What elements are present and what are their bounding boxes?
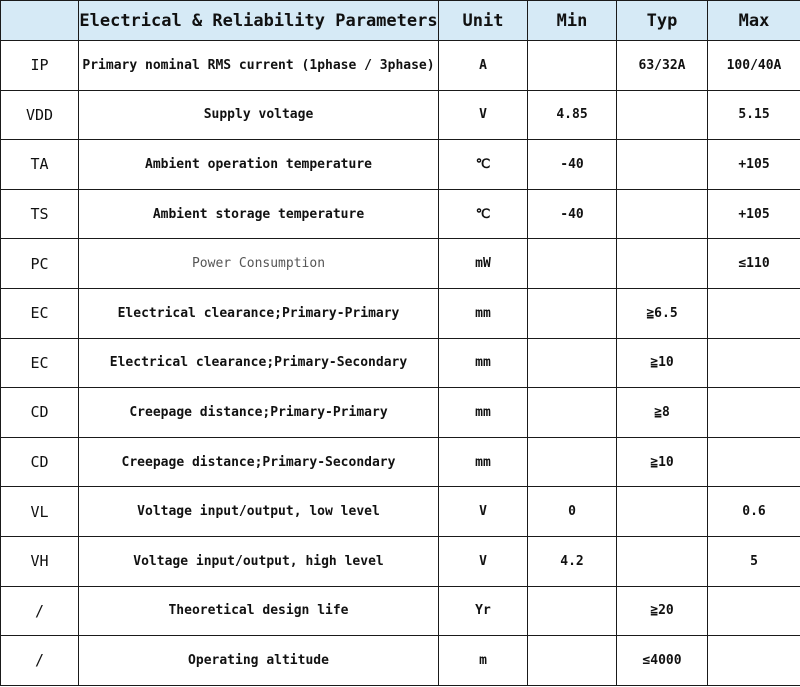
min-cell: 4.85 <box>528 90 617 140</box>
parameter-cell: Electrical clearance;Primary-Secondary <box>79 338 439 388</box>
typ-cell: 63/32A <box>617 41 708 91</box>
parameter-cell: Ambient operation temperature <box>79 140 439 190</box>
unit-cell: V <box>439 487 528 537</box>
typ-cell <box>617 189 708 239</box>
unit-cell: V <box>439 90 528 140</box>
unit-cell: mm <box>439 288 528 338</box>
symbol-cell: EC <box>1 288 79 338</box>
min-cell <box>528 636 617 686</box>
table-row <box>1 288 800 338</box>
table-row <box>1 90 800 140</box>
min-cell: 4.2 <box>528 536 617 586</box>
max-cell <box>708 636 800 686</box>
symbol-cell: TA <box>1 140 79 190</box>
symbol-cell: VH <box>1 536 79 586</box>
unit-cell: mm <box>439 437 528 487</box>
typ-cell <box>617 140 708 190</box>
parameter-cell: Voltage input/output, high level <box>79 536 439 586</box>
min-cell <box>528 586 617 636</box>
min-cell: -40 <box>528 189 617 239</box>
unit-cell: ℃ <box>439 140 528 190</box>
max-cell: 0.6 <box>708 487 800 537</box>
unit-cell: mm <box>439 338 528 388</box>
header-row <box>1 1 800 41</box>
min-cell: 0 <box>528 487 617 537</box>
max-cell: 5 <box>708 536 800 586</box>
min-cell <box>528 239 617 289</box>
table-row <box>1 41 800 91</box>
typ-cell: ≧20 <box>617 586 708 636</box>
symbol-cell: PC <box>1 239 79 289</box>
table-row <box>1 437 800 487</box>
typ-cell <box>617 536 708 586</box>
table-row <box>1 536 800 586</box>
header-min: Min <box>528 1 617 41</box>
table-row <box>1 586 800 636</box>
table-row <box>1 140 800 190</box>
symbol-cell: VDD <box>1 90 79 140</box>
parameter-cell: Creepage distance;Primary-Primary <box>79 388 439 438</box>
typ-cell: ≧6.5 <box>617 288 708 338</box>
parameter-cell: Power Consumption <box>79 239 439 289</box>
header-parameters: Electrical & Reliability Parameters <box>79 1 439 41</box>
table-row <box>1 388 800 438</box>
symbol-cell: CD <box>1 437 79 487</box>
symbol-cell: VL <box>1 487 79 537</box>
max-cell <box>708 388 800 438</box>
parameter-cell: Supply voltage <box>79 90 439 140</box>
max-cell: 5.15 <box>708 90 800 140</box>
unit-cell: V <box>439 536 528 586</box>
symbol-cell: IP <box>1 41 79 91</box>
unit-cell: A <box>439 41 528 91</box>
unit-cell: mm <box>439 388 528 438</box>
min-cell <box>528 288 617 338</box>
header-max: Max <box>708 1 800 41</box>
table-row <box>1 338 800 388</box>
max-cell <box>708 437 800 487</box>
typ-cell: ≤4000 <box>617 636 708 686</box>
max-cell: +105 <box>708 189 800 239</box>
header-symbol <box>1 1 79 41</box>
max-cell: ≤110 <box>708 239 800 289</box>
typ-cell <box>617 487 708 537</box>
typ-cell: ≧8 <box>617 388 708 438</box>
min-cell <box>528 388 617 438</box>
min-cell <box>528 338 617 388</box>
unit-cell: Yr <box>439 586 528 636</box>
max-cell: 100/40A <box>708 41 800 91</box>
table-row <box>1 487 800 537</box>
typ-cell <box>617 90 708 140</box>
typ-cell: ≧10 <box>617 437 708 487</box>
parameter-cell: Primary nominal RMS current (1phase / 3phase) <box>79 41 439 91</box>
max-cell: +105 <box>708 140 800 190</box>
table-header <box>1 1 800 41</box>
header-typ: Typ <box>617 1 708 41</box>
symbol-cell: TS <box>1 189 79 239</box>
parameter-cell: Voltage input/output, low level <box>79 487 439 537</box>
symbol-cell: / <box>1 636 79 686</box>
max-cell <box>708 288 800 338</box>
symbol-cell: / <box>1 586 79 636</box>
parameter-cell: Creepage distance;Primary-Secondary <box>79 437 439 487</box>
table-row <box>1 189 800 239</box>
symbol-cell: CD <box>1 388 79 438</box>
unit-cell: ℃ <box>439 189 528 239</box>
unit-cell: m <box>439 636 528 686</box>
table-row <box>1 636 800 686</box>
max-cell <box>708 338 800 388</box>
min-cell: -40 <box>528 140 617 190</box>
parameter-cell: Ambient storage temperature <box>79 189 439 239</box>
parameter-cell: Electrical clearance;Primary-Primary <box>79 288 439 338</box>
header-unit: Unit <box>439 1 528 41</box>
typ-cell <box>617 239 708 289</box>
symbol-cell: EC <box>1 338 79 388</box>
typ-cell: ≧10 <box>617 338 708 388</box>
unit-cell: mW <box>439 239 528 289</box>
max-cell <box>708 586 800 636</box>
parameter-cell: Theoretical design life <box>79 586 439 636</box>
table-body <box>1 41 800 686</box>
table-row <box>1 239 800 289</box>
min-cell <box>528 41 617 91</box>
parameter-cell: Operating altitude <box>79 636 439 686</box>
min-cell <box>528 437 617 487</box>
